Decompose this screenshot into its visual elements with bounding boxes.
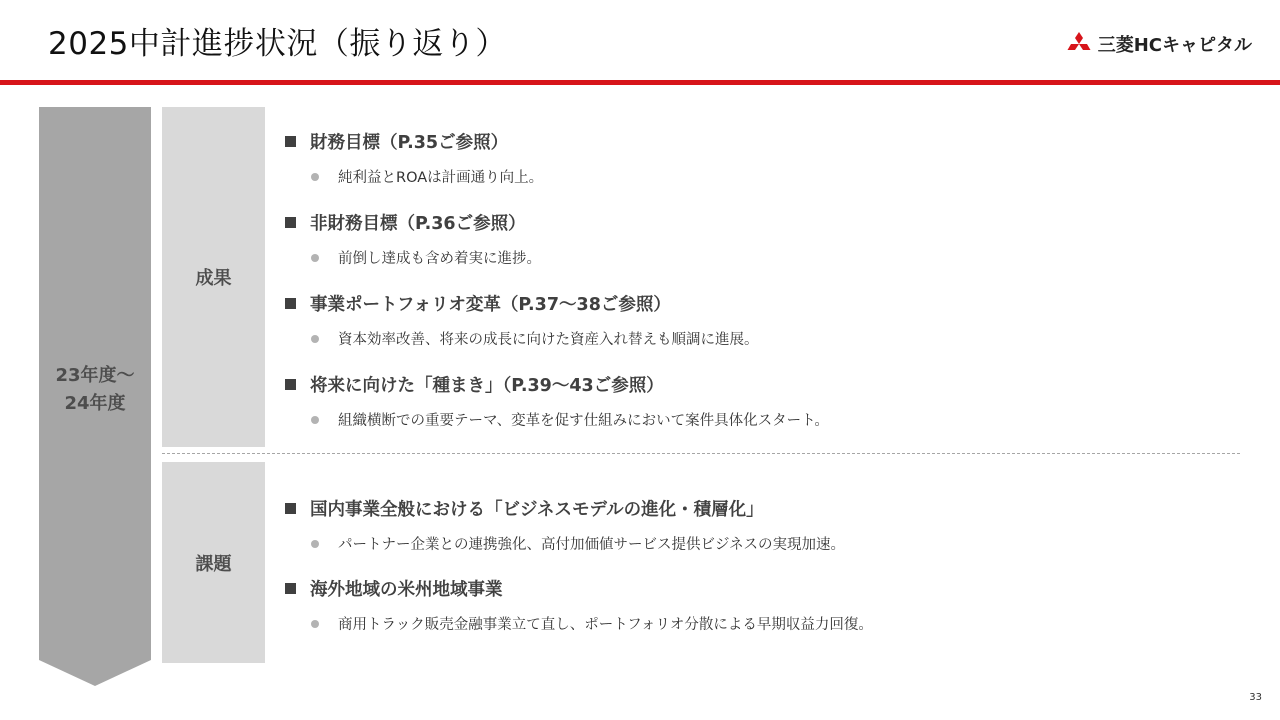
item-bullet: 純利益とROAは計画通り向上。 (338, 170, 544, 186)
circle-bullet-icon (311, 620, 319, 628)
circle-bullet-icon (311, 540, 319, 548)
circle-bullet-icon (311, 416, 319, 424)
period-line-1: 23年度～ (55, 365, 135, 386)
item-heading: 財務目標（P.35ご参照） (310, 133, 509, 153)
circle-bullet-icon (311, 254, 319, 262)
item-heading: 海外地域の米州地域事業 (310, 580, 503, 600)
results-item-nonfinancial (285, 210, 541, 268)
item-heading: 国内事業全般における「ビジネスモデルの進化・積層化」 (310, 500, 764, 520)
square-bullet-icon (285, 298, 296, 309)
results-item-seeds (285, 372, 829, 430)
square-bullet-icon (285, 379, 296, 390)
square-bullet-icon (285, 217, 296, 228)
category-results: 成果 (162, 107, 265, 447)
section-divider (162, 453, 1240, 454)
square-bullet-icon (285, 583, 296, 594)
results-item-portfolio (285, 291, 759, 349)
page-title: 2025中計進捗状況（振り返り） (48, 26, 507, 62)
item-bullet: 前倒し達成も含め着実に進捗。 (338, 251, 541, 267)
title-rule (0, 80, 1280, 85)
issues-item-domestic (285, 496, 845, 554)
item-heading: 非財務目標（P.36ご参照） (310, 214, 526, 234)
item-heading: 将来に向けた「種まき」（P.39～43ご参照） (310, 376, 664, 396)
circle-bullet-icon (311, 335, 319, 343)
results-item-financial (285, 129, 543, 187)
three-diamonds-icon (1066, 32, 1092, 56)
square-bullet-icon (285, 503, 296, 514)
item-bullet: 資本効率改善、将来の成長に向けた資産入れ替えも順調に進展。 (338, 332, 759, 348)
issues-item-americas (285, 576, 873, 634)
item-heading: 事業ポートフォリオ変革（P.37～38ご参照） (310, 295, 671, 315)
item-bullet: 組織横断での重要テーマ、変革を促す仕組みにおいて案件具体化スタート。 (338, 413, 829, 429)
square-bullet-icon (285, 136, 296, 147)
item-bullet: 商用トラック販売金融事業立て直し、ポートフォリオ分散による早期収益力回復。 (338, 617, 873, 633)
company-logo (1066, 30, 1252, 58)
period-label (39, 362, 151, 418)
category-issues: 課題 (162, 462, 265, 663)
circle-bullet-icon (311, 173, 319, 181)
period-line-2: 24年度 (64, 393, 126, 414)
item-bullet: パートナー企業との連携強化、高付加価値サービス提供ビジネスの実現加速。 (338, 537, 846, 553)
page-number: 33 (1249, 692, 1262, 703)
logo-text: 三菱HCキャピタル (1097, 35, 1252, 56)
